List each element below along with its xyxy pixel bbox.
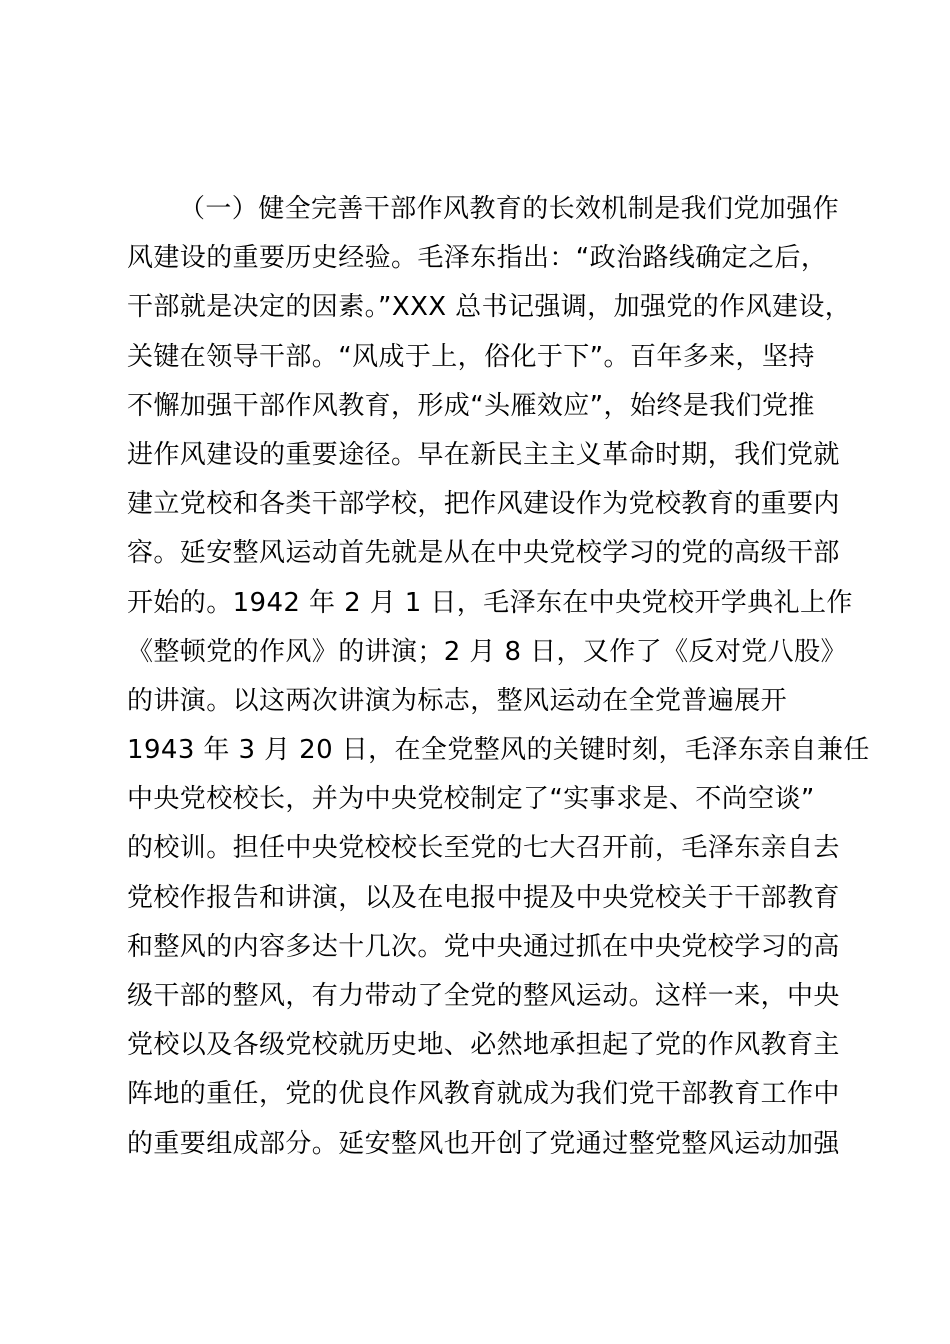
text-line: 干部就是决定的因素。”XXX 总书记强调，加强党的作风建设， [127,292,852,323]
text-line: 容。延安整风运动首先就是从在中央党校学习的党的高级干部 [127,538,840,569]
text-line: 风建设的重要历史经验。毛泽东指出：“政治路线确定之后， [127,243,828,274]
text-line: 1943 年 3 月 20 日，在全党整风的关键时刻，毛泽东亲自兼任 [127,735,870,766]
text-line: 和整风的内容多达十几次。党中央通过抓在中央党校学习的高 [127,931,840,962]
text-line: 的重要组成部分。延安整风也开创了党通过整党整风运动加强 [127,1128,840,1159]
text-line: 党校以及各级党校就历史地、必然地承担起了党的作风教育主 [127,1030,840,1061]
text-line: 建立党校和各类干部学校，把作风建设作为党校教育的重要内 [127,489,840,520]
text-line: 党校作报告和讲演，以及在电报中提及中央党校关于干部教育 [127,882,840,913]
text-line: 阵地的重任，党的优良作风教育就成为我们党干部教育工作中 [127,1079,840,1110]
text-line: 中央党校校长，并为中央党校制定了“实事求是、不尚空谈” [127,784,815,815]
text-line: 《整顿党的作风》的讲演；2 月 8 日，又作了《反对党八股》 [127,636,847,667]
text-line: 不懈加强干部作风教育，形成“头雁效应”，始终是我们党推 [127,390,815,421]
text-line: 关键在领导干部。“风成于上，俗化于下”。百年多来，坚持 [127,341,815,372]
text-line: 进作风建设的重要途径。早在新民主主义革命时期，我们党就 [127,439,840,470]
text-line: 的讲演。以这两次讲演为标志，整风运动在全党普遍展开 [127,685,788,716]
text-line: 开始的。1942 年 2 月 1 日，毛泽东在中央党校开学典礼上作 [127,587,853,618]
text-line: 的校训。担任中央党校校长至党的七大召开前，毛泽东亲自去 [127,833,840,864]
text-line: 级干部的整风，有力带动了全党的整风运动。这样一来，中央 [127,981,840,1011]
body-paragraph [127,185,870,1169]
text-line: （一）健全完善干部作风教育的长效机制是我们党加强作 [179,194,840,224]
